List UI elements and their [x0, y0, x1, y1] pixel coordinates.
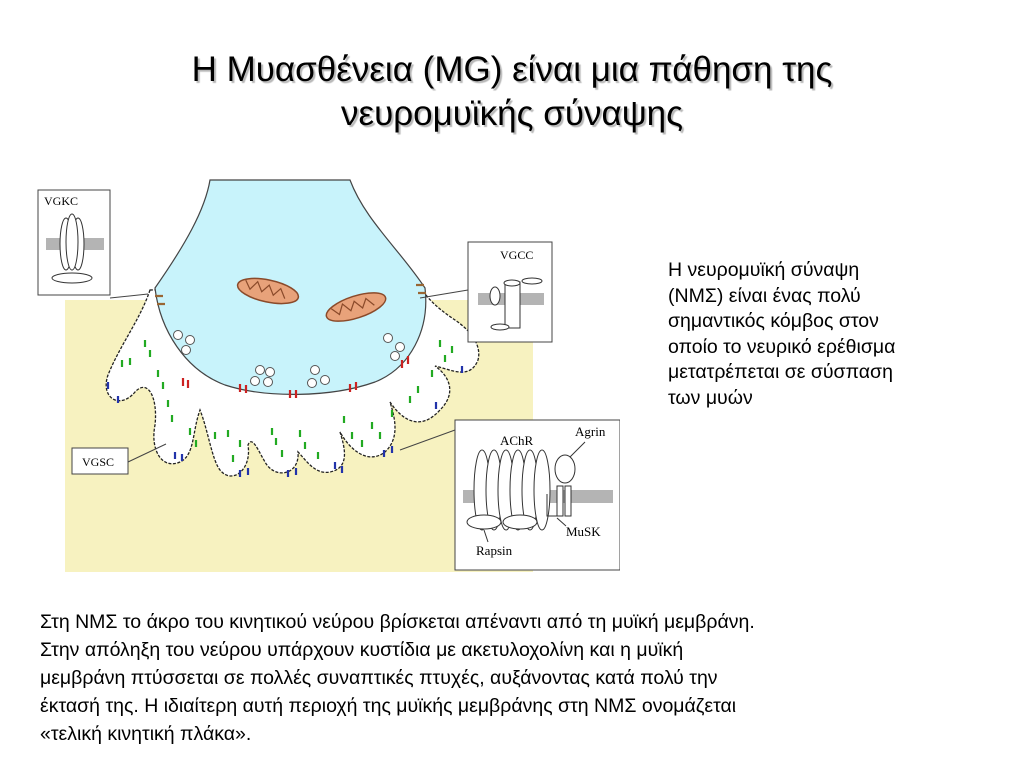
neuromuscular-junction-diagram	[0, 170, 620, 580]
bottom-text-line: έκτασή της. Η ιδιαίτερη αυτή περιοχή της μυϊκής μεμβράνης στη ΝΜΣ ονομάζεται	[40, 695, 737, 717]
bottom-text-line: μεμβράνη πτύσσεται σε πολλές συναπτικές πτυχές, αυξάνοντας κατά πολύ την	[40, 667, 718, 689]
side-text-line: οποίο το νευρικό ερέθισμα	[668, 335, 896, 358]
bottom-text	[40, 608, 1000, 748]
vgkc-inset	[38, 190, 148, 298]
rapsin-label: Rapsin	[476, 543, 513, 558]
achr-label: AChR	[500, 433, 534, 448]
side-text-line: των μυών	[668, 386, 753, 409]
musk-label: MuSK	[566, 524, 601, 539]
side-text-line: Η νευρομυϊκή σύναψη	[668, 259, 860, 281]
side-text-line: (ΝΜΣ) είναι ένας πολύ	[668, 284, 861, 307]
title-line-1: Η Μυασθένεια (MG) είναι μια πάθηση της	[191, 50, 833, 89]
bottom-text-line: Στη ΝΜΣ το άκρο του κινητικού νεύρου βρίσκεται απέναντι από τη μυϊκή μεμβράνη.	[40, 611, 755, 633]
side-text-line: σημαντικός κόμβος στον	[668, 310, 879, 332]
side-text-line: μετατρέπεται σε σύσπαση	[668, 361, 893, 383]
bottom-text-line: «τελική κινητική πλάκα».	[40, 723, 252, 745]
vgkc-label: VGKC	[44, 194, 79, 208]
vgcc-label: VGCC	[500, 248, 534, 262]
slide-title	[60, 48, 964, 136]
bottom-text-line: Στην απόληξη του νεύρου υπάρχουν κυστίδια με ακετυλοχολίνη και η μυϊκή	[40, 639, 684, 661]
vgsc-label: VGSC	[82, 455, 115, 469]
title-line-2: νευρομυϊκής σύναψης	[340, 94, 684, 133]
side-text	[668, 258, 988, 411]
agrin-label: Agrin	[575, 424, 606, 439]
